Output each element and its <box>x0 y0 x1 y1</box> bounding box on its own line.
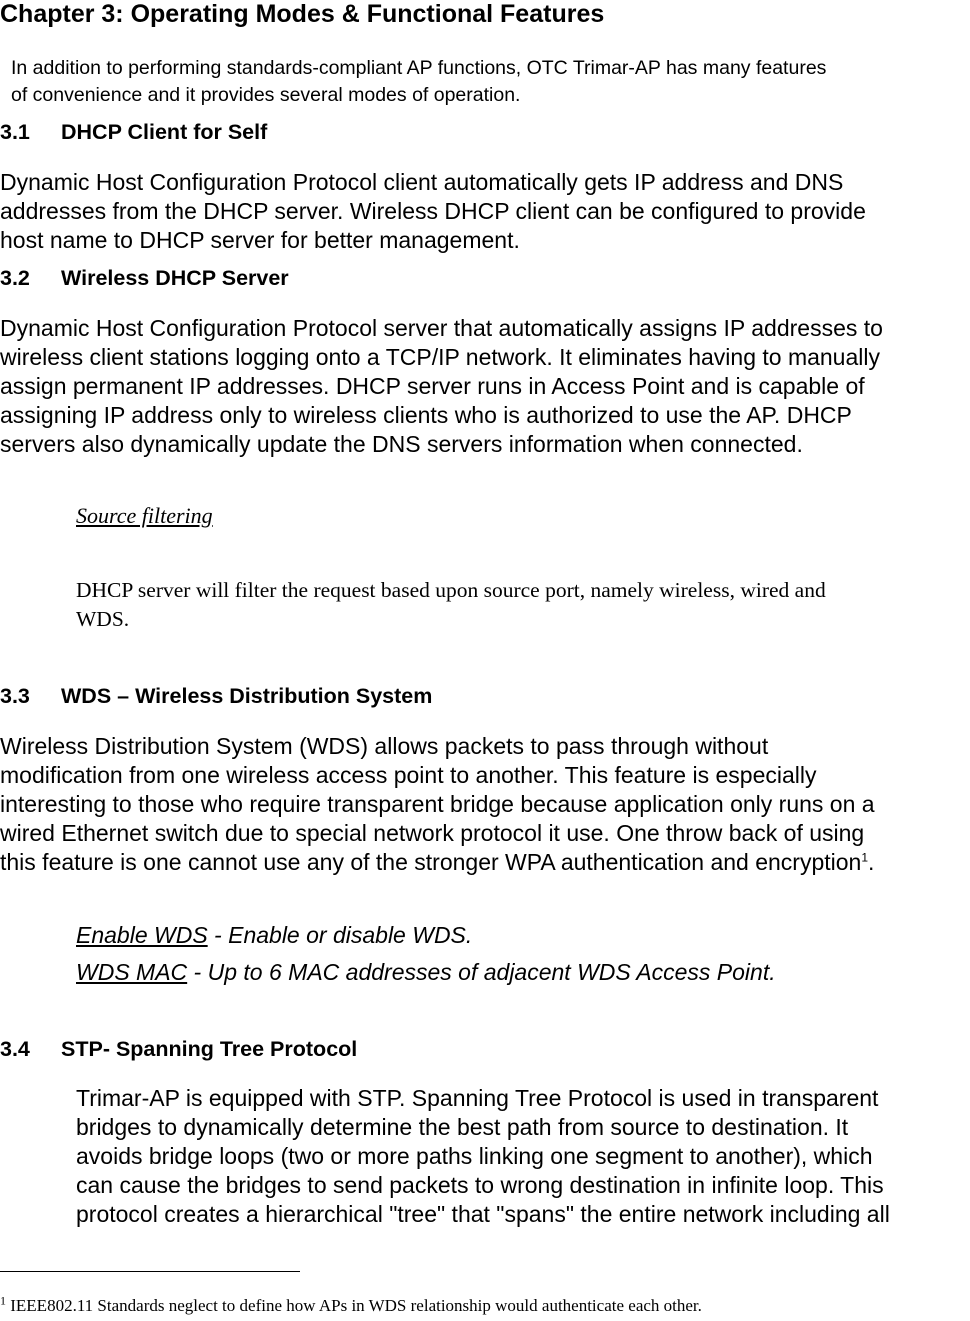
body-line: interesting to those who require transparent bridge because application only runs on a <box>0 791 875 817</box>
body-line: can cause the bridges to send packets to wrong destination in infinite loop. This <box>76 1172 884 1198</box>
body-line: modification from one wireless access point to another. This feature is especially <box>0 762 817 788</box>
option-description: - Enable or disable WDS. <box>207 922 473 948</box>
section-title: WDS – Wireless Distribution System <box>61 684 433 708</box>
body-line: DHCP server will filter the request based upon source port, namely wireless, wired and <box>76 578 826 602</box>
footnote-text: IEEE802.11 Standards neglect to define how APs in WDS relationship would authenticate each other. <box>6 1296 702 1315</box>
section-3-4-heading <box>0 1037 357 1062</box>
option-enable-wds <box>76 922 472 949</box>
footnote-divider <box>0 1271 300 1272</box>
body-line: Dynamic Host Configuration Protocol server that automatically assigns IP addresses to <box>0 315 883 341</box>
body-line <box>0 848 875 877</box>
body-line: WDS. <box>76 607 130 631</box>
body-line: Dynamic Host Configuration Protocol client automatically gets IP address and DNS <box>0 169 844 195</box>
section-title: Wireless DHCP Server <box>61 266 289 290</box>
body-line: host name to DHCP server for better management. <box>0 227 520 253</box>
body-line: assigning IP address only to wireless clients who is authorized to use the AP. DHCP <box>0 402 852 428</box>
section-number: 3.4 <box>0 1037 30 1061</box>
footnote <box>0 1293 702 1316</box>
source-filtering-heading: Source filtering <box>76 503 213 528</box>
section-3-2-heading <box>0 266 289 291</box>
body-line: wired Ethernet switch due to special network protocol it use. One throw back of using <box>0 820 865 846</box>
body-line: avoids bridge loops (two or more paths linking one segment to another), which <box>76 1143 873 1169</box>
option-description: - Up to 6 MAC addresses of adjacent WDS Access Point. <box>187 959 776 985</box>
option-term: WDS MAC <box>76 959 188 985</box>
sentence-period: . <box>868 849 875 875</box>
section-title: STP- Spanning Tree Protocol <box>61 1037 358 1061</box>
section-3-3-body <box>0 732 875 877</box>
section-title: DHCP Client for Self <box>61 120 268 144</box>
body-line: protocol creates a hierarchical "tree" that "spans" the entire network including all <box>76 1201 890 1227</box>
section-3-2-body <box>0 314 883 459</box>
section-number: 3.2 <box>0 266 30 290</box>
option-term: Enable WDS <box>76 922 208 948</box>
section-number: 3.3 <box>0 684 30 708</box>
intro-line: In addition to performing standards-compliant AP functions, OTC Trimar-AP has many features <box>11 57 827 79</box>
body-line: addresses from the DHCP server. Wireless DHCP client can be configured to provide <box>0 198 866 224</box>
section-3-1-heading <box>0 120 267 145</box>
section-number: 3.1 <box>0 120 30 144</box>
intro-line: of convenience and it provides several modes of operation. <box>11 84 521 106</box>
body-line: servers also dynamically update the DNS servers information when connected. <box>0 431 803 457</box>
body-line: bridges to dynamically determine the best path from source to destination. It <box>76 1114 849 1140</box>
section-3-3-heading <box>0 684 432 709</box>
chapter-title: Chapter 3: Operating Modes & Functional Features <box>0 0 605 28</box>
body-line: Trimar-AP is equipped with STP. Spanning Tree Protocol is used in transparent <box>76 1085 879 1111</box>
option-wds-mac <box>76 959 776 986</box>
section-3-1-body <box>0 168 866 255</box>
body-line-text: this feature is one cannot use any of the stronger WPA authentication and encryption <box>0 849 862 875</box>
body-line: wireless client stations logging onto a TCP/IP network. It eliminates having to manually <box>0 344 880 370</box>
body-line: Wireless Distribution System (WDS) allows packets to pass through without <box>0 733 769 759</box>
source-filtering-body <box>76 576 826 634</box>
body-line: assign permanent IP addresses. DHCP server runs in Access Point and is capable of <box>0 373 865 399</box>
footnote-marker: 1 <box>0 1293 6 1308</box>
intro-paragraph <box>11 55 826 109</box>
section-3-4-body <box>76 1084 890 1229</box>
footnote-reference: 1 <box>861 850 869 865</box>
